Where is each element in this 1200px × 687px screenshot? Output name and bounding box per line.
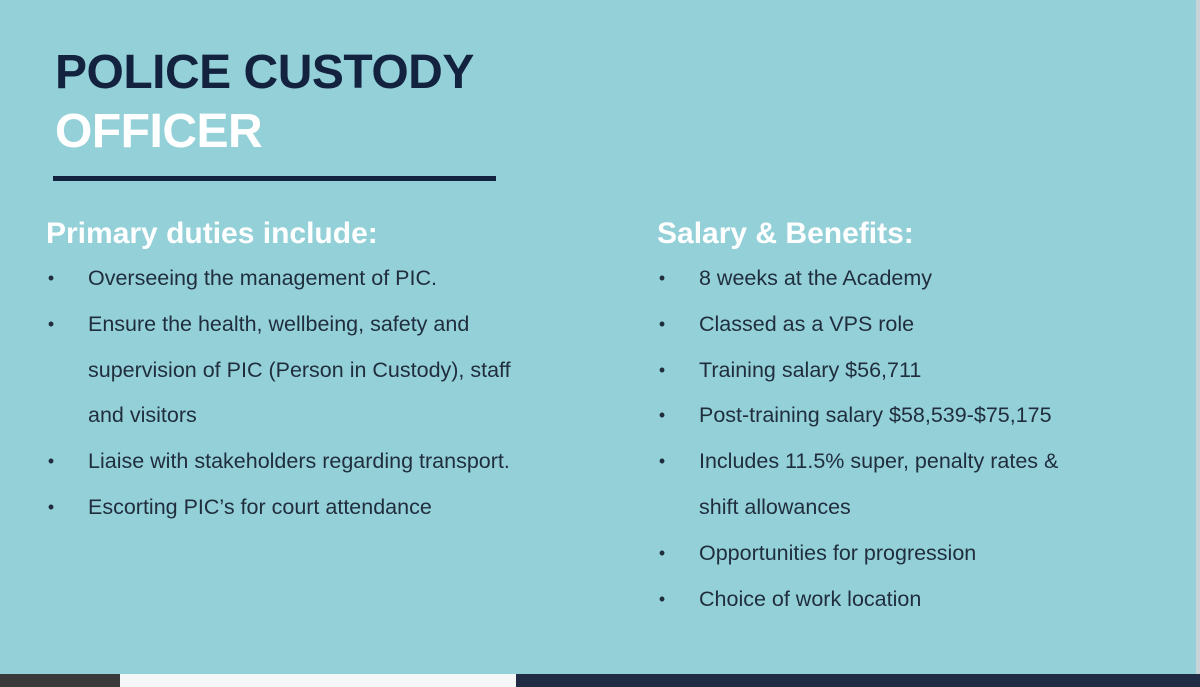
duty-item-text: Ensure the health, wellbeing, safety and	[88, 311, 470, 336]
title-line-2: OFFICER	[55, 105, 263, 158]
benefit-list-item	[657, 531, 1177, 577]
bullet-icon: •	[658, 359, 666, 380]
benefit-list-item	[657, 439, 1177, 531]
bullet-icon: •	[658, 588, 666, 609]
benefit-item-text: Post-training salary $58,539-$75,175	[699, 403, 1052, 428]
duty-item-text: and visitors	[88, 403, 197, 428]
bullet-icon: •	[658, 542, 666, 563]
bullet-icon: •	[658, 451, 666, 472]
bullet-icon: •	[658, 268, 666, 288]
next-slide-strip	[516, 674, 1200, 687]
benefit-item-text: Choice of work location	[699, 586, 922, 611]
duty-list-item	[46, 485, 606, 531]
salary-benefits-list	[657, 256, 1177, 622]
duty-item-text: Overseeing the management of PIC.	[88, 266, 437, 290]
bullet-icon: •	[47, 496, 55, 517]
benefit-item-text: Opportunities for progression	[699, 540, 977, 565]
benefit-list-item	[657, 348, 1177, 394]
duties-list	[46, 256, 606, 531]
duty-list-item	[46, 439, 606, 485]
bullet-icon: •	[658, 313, 666, 334]
bullet-icon: •	[658, 405, 666, 426]
bullet-icon: •	[47, 451, 55, 472]
benefit-list-item	[657, 256, 1177, 302]
duty-list-item	[46, 302, 606, 439]
bullet-icon: •	[47, 313, 55, 334]
benefit-item-text: Includes 11.5% super, penalty rates &	[699, 449, 1059, 474]
video-thumbnail-strip	[0, 674, 120, 687]
title-line-1: POLICE CUSTODY	[55, 46, 474, 99]
duty-item-text: Escorting PIC’s for court attendance	[88, 494, 432, 519]
benefit-list-item	[657, 393, 1177, 439]
duty-list-item	[46, 256, 606, 302]
duties-heading: Primary duties include:	[46, 217, 378, 250]
benefit-item-text: Training salary $56,711	[699, 357, 922, 382]
benefit-item-text: 8 weeks at the Academy	[699, 266, 933, 290]
bullet-icon: •	[47, 268, 55, 288]
title-underline	[53, 176, 496, 181]
benefit-item-text: Classed as a VPS role	[699, 311, 915, 336]
benefit-list-item	[657, 577, 1177, 623]
window-edge	[1196, 0, 1200, 687]
benefit-item-text: shift allowances	[699, 494, 851, 519]
salary-heading: Salary & Benefits:	[657, 217, 914, 250]
duty-item-text: supervision of PIC (Person in Custody), staff	[88, 357, 511, 382]
benefit-list-item	[657, 302, 1177, 348]
bottom-strip	[120, 674, 516, 687]
duty-item-text: Liaise with stakeholders regarding transport.	[88, 449, 510, 474]
